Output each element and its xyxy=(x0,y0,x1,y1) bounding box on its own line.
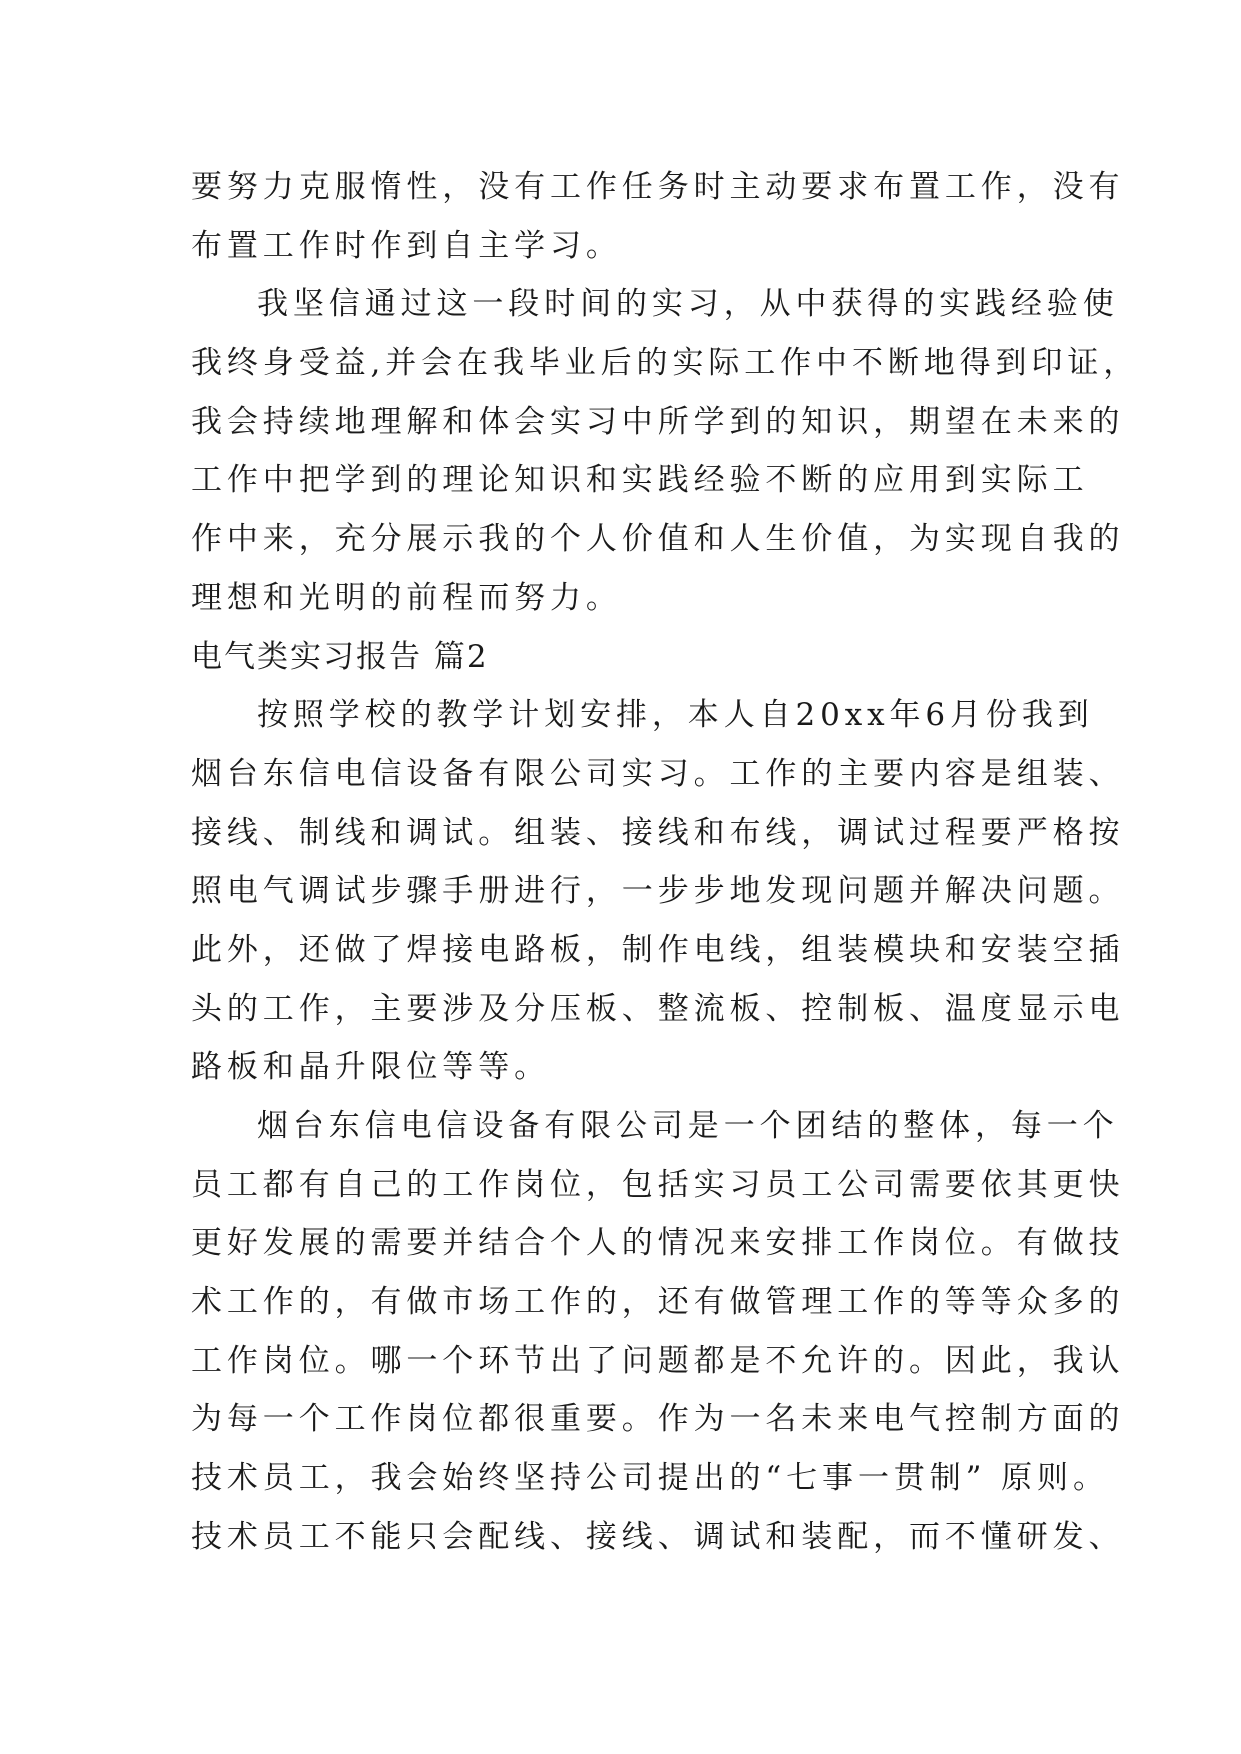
text-line: 烟台东信电信设备有限公司是一个团结的整体，每一个 xyxy=(257,1108,1119,1144)
text-line: 路板和晶升限位等等。 xyxy=(191,1049,550,1086)
paragraph-4 xyxy=(191,1097,1125,1567)
text-line: 工作中把学到的理论知识和实践经验不断的应用到实际工 xyxy=(191,462,1089,499)
text-line: 理想和光明的前程而努力。 xyxy=(191,579,622,616)
text-line: 术工作的，有做市场工作的，还有做管理工作的等等众多的 xyxy=(191,1284,1125,1321)
text-line: 按照学校的教学计划安排，本人自20xx年6月份我到 xyxy=(257,697,1094,734)
text-line: 头的工作，主要涉及分压板、整流板、控制板、温度显示电 xyxy=(191,990,1125,1027)
text-line: 技术员工不能只会配线、接线、调试和装配，而不懂研发、 xyxy=(191,1518,1125,1555)
text-line: 要努力克服惰性，没有工作任务时主动要求布置工作，没有 xyxy=(191,169,1125,205)
text-line: 作中来，充分展示我的个人价值和人生价值，为实现自我的 xyxy=(191,521,1125,558)
paragraph-3 xyxy=(191,686,1125,1097)
paragraph-1 xyxy=(191,158,1125,275)
text-line: 为每一个工作岗位都很重要。作为一名未来电气控制方面的 xyxy=(191,1401,1125,1438)
paragraph-2 xyxy=(191,275,1140,627)
text-line: 照电气调试步骤手册进行，一步步地发现问题并解决问题。 xyxy=(191,873,1125,910)
text-line: 此外，还做了焊接电路板，制作电线，组装模块和安装空插 xyxy=(191,931,1125,968)
text-line: 我终身受益,并会在我毕业后的实际工作中不断地得到印证， xyxy=(191,345,1140,382)
text-line: 技术员工，我会始终坚持公司提出的“七事一贯制” 原则。 xyxy=(191,1460,1109,1497)
text-line: 工作岗位。哪一个环节出了问题都是不允许的。因此，我认 xyxy=(191,1342,1125,1379)
text-line: 烟台东信电信设备有限公司实习。工作的主要内容是组装、 xyxy=(191,755,1125,792)
text-line: 我坚信通过这一段时间的实习，从中获得的实践经验使 xyxy=(257,286,1119,323)
text-line: 我会持续地理解和体会实习中所学到的知识，期望在未来的 xyxy=(191,403,1125,440)
text-line: 布置工作时作到自主学习。 xyxy=(191,227,622,264)
text-line: 员工都有自己的工作岗位，包括实习员工公司需要依其更快 xyxy=(191,1166,1125,1203)
text-line: 更好发展的需要并结合个人的情况来安排工作岗位。有做技 xyxy=(191,1225,1125,1262)
section-heading: 电气类实习报告 篇2 xyxy=(191,638,489,675)
text-line: 接线、制线和调试。组装、接线和布线，调试过程要严格按 xyxy=(191,814,1125,851)
document-body xyxy=(191,158,1140,1567)
